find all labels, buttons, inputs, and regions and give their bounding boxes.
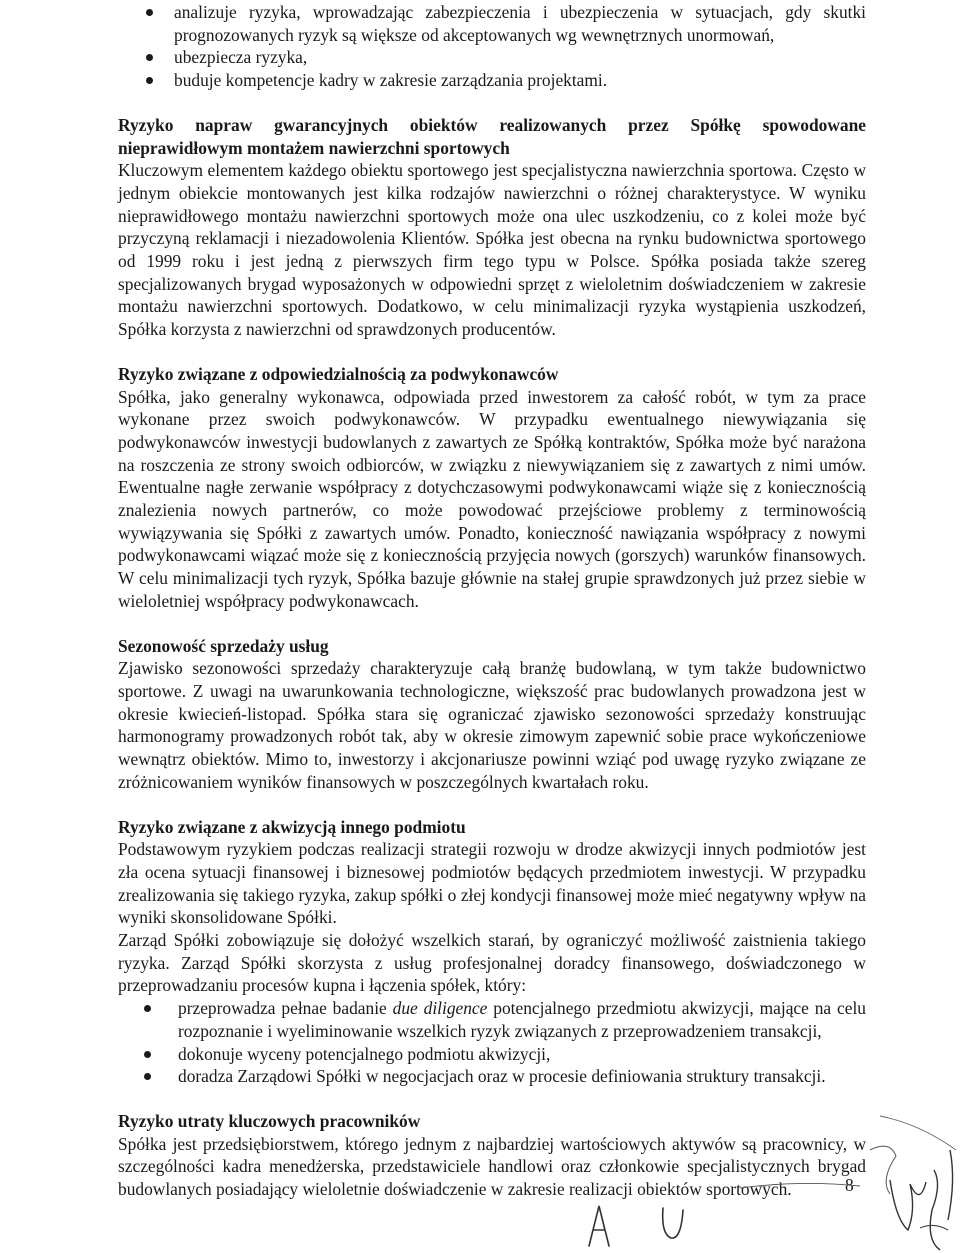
risk-management-bullet-list xyxy=(116,1,866,92)
section-paragraph: Zjawisko sezonowości sprzedaży charakteryzuje całą branżę budowlaną, w tym także budownictwo sportowe. Z uwagi na uwarunkowania technologiczne, większość prac budowlanych prowadzona jest w okresie kwiecień-listopad. Spółka stara się ograniczać zjawisko sezonowości sprzedaży konstruując harmonogramy prowadzonych robót tak, aby w okresie zimowym zapewnić sobie prace wykończeniowe wewnątrz obiektów. Mimo to, inwestorzy i akcjonariusze powinni wziąć pod uwagę ryzyko związane ze zróżnicowaniem wyników finansowych w poszczególnych kwartałach roku. xyxy=(118,658,866,792)
list-item-text: przeprowadza pełnae badanie xyxy=(178,998,393,1019)
section-paragraph: Spółka jest przedsiębiorstwem, którego jednym z najbardziej wartościowych aktywów są pracownicy, w szczególności kadra menedżerska, przedstawiciele handlowi oraz członkowie specjalistycznych brygad budowlanych posiadający wieloletnie doświadczenie w zakresie realizacji obiektów sportowych. xyxy=(118,1133,866,1200)
list-item-text: potencjalnego przedmiotu akwizycji, mające na celu rozpoznanie i wyeliminowanie wszelkich ryzyk związanych z przeprowadzeniem transakcji, xyxy=(178,998,866,1041)
section-paragraph: Kluczowym elementem każdego obiektu sportowego jest specjalistyczna nawierzchnia sportowa. Często w jednym obiekcie montowanych jest kilka rodzajów nawierzchni o różnej charakterystyce. W wyniku nieprawidłowego montażu nawierzchni sportowych może ona ulec uszkodzeniu, co z kolei może być przyczyną reklamacji i niezadowolenia Klientów. Spółka jest obecna na rynku budownictwa sportowego od 1999 roku i jest jedną z pierwszych firm tego typu w Polsce. Spółka posiada także szereg specjalizowanych brygad wyposażonych w odpowiedni sprzęt z wieloletnim doświadczeniem w zakresie montażu nawierzchni sportowych. Dodatkowo, w celu minimalizacji ryzyka wystąpienia uszkodzeń, Spółka korzysta z nawierzchni od sprawdzonych producentów. xyxy=(118,160,866,340)
list-item: analizuje ryzyka, wprowadzając zabezpieczenia i ubezpieczenia w sytuacjach, gdy skutki prognozowanych ryzyk są większe od akceptowanych wg wewnętrznych unormowań, xyxy=(116,1,866,46)
section-paragraph: Spółka, jako generalny wykonawca, odpowiada przed inwestorem za całość robót, w tym za prace wykonane przez swoich podwykonawców. W przypadku ewentualnego niewywiązania się podwykonawców inwestycji budowlanych z zawartych ze Spółką kontraktów, Spółka może być narażona na roszczenia ze strony swoich odbiorców, w związku z niewywiązaniem się z zawartych z nimi umów. Ewentualne nagłe zerwanie współpracy z dotychczasowymi podwykonawcami wiąże się z koniecznością znalezienia nowych partnerów, co może powodować przejściowe problemy z terminowością wywiązywania się Spółki z zawartych umów. Ponadto, konieczność nawiązania współpracy z nowymi podwykonawcami wiązać może się z koniecznością przyjęcia nowych (gorszych) warunków finansowych. W celu minimalizacji tych ryzyk, Spółka bazuje głównie na stałej grupie sprawdzonych już przez siebie w wieloletniej współpracy podwykonawcach. xyxy=(118,386,866,611)
section-seasonality xyxy=(118,635,866,794)
handwritten-initials xyxy=(585,1200,695,1250)
advisor-bullet-list xyxy=(118,997,866,1088)
page-number: 8 xyxy=(845,1175,854,1195)
section-acquisition xyxy=(118,816,866,1088)
section-key-employees xyxy=(118,1110,866,1201)
section-heading: Sezonowość sprzedaży usług xyxy=(118,635,329,656)
section-warranty-repairs xyxy=(118,114,866,341)
section-subcontractors xyxy=(118,363,866,613)
document-page xyxy=(118,0,866,1201)
section-paragraph: Zarząd Spółki zobowiązuje się dołożyć wszelkich starań, by ograniczyć możliwość zaistnienia takiego ryzyka. Zarząd Spółki skorzysta z usług profesjonalnej doradcy finansowego, doświadczonego w przeprowadzaniu procesów kupna i łączenia spółek, który: xyxy=(118,930,866,996)
list-item: ubezpiecza ryzyka, xyxy=(116,46,866,69)
list-item xyxy=(118,997,866,1042)
list-item: dokonuje wyceny potencjalnego podmiotu akwizycji, xyxy=(118,1043,866,1066)
section-heading: Ryzyko napraw gwarancyjnych obiektów realizowanych przez Spółkę spowodowane nieprawidłowym montażem nawierzchni sportowych xyxy=(118,114,866,158)
section-paragraph: Podstawowym ryzykiem podczas realizacji strategii rozwoju w drodze akwizycji innych podmiotów jest zła ocena sytuacji finansowej i biznesowej podmiotów będących przedmiotem inwestycji. W przypadku zrealizowania się takiego ryzyka, zakup spółki o złej kondycji finansowej może mieć negatywny wpływ na wyniki skonsolidowane Spółki. xyxy=(118,839,866,928)
due-diligence-term: due diligence xyxy=(392,998,488,1019)
section-heading: Ryzyko związane z odpowiedzialnością za podwykonawców xyxy=(118,363,559,384)
section-heading: Ryzyko związane z akwizycją innego podmiotu xyxy=(118,816,466,837)
list-item: buduje kompetencje kadry w zakresie zarządzania projektami. xyxy=(116,69,866,92)
list-item: doradza Zarządowi Spółki w negocjacjach oraz w procesie definiowania struktury transakcji. xyxy=(118,1065,866,1088)
section-heading: Ryzyko utraty kluczowych pracowników xyxy=(118,1110,421,1131)
